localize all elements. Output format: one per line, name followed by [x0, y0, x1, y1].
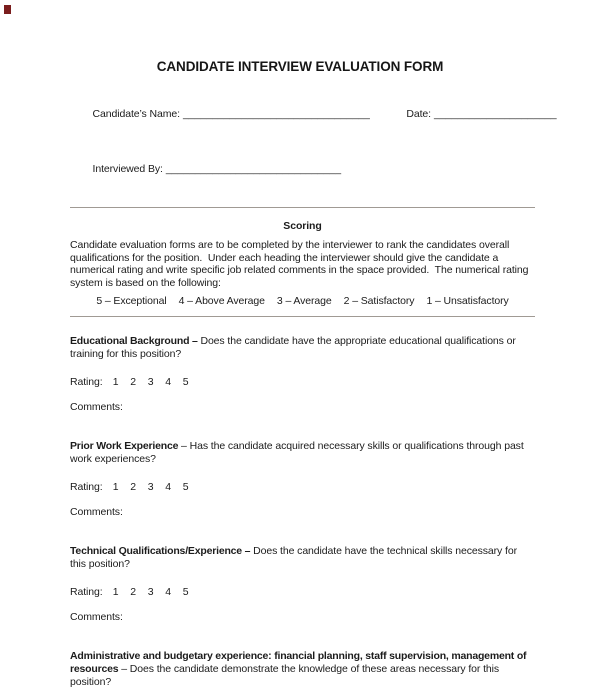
comments-area-prior-work[interactable]: Comments:	[70, 506, 123, 518]
scoring-heading: Scoring	[283, 220, 322, 232]
rating-option-5[interactable]: 5	[182, 586, 189, 598]
section-prior-work-experience	[70, 440, 535, 519]
rating-option-1[interactable]: 1	[112, 481, 119, 493]
section-heading	[70, 335, 535, 361]
top-divider	[70, 207, 535, 208]
interviewed-by-field	[70, 150, 341, 189]
rating-row-prior-work	[70, 481, 535, 494]
rating-scale-legend	[70, 295, 535, 308]
section-technical-qualifications	[70, 545, 535, 624]
rating-label: Rating:	[70, 586, 103, 598]
scale-item-average: 3 – Average	[276, 295, 332, 307]
rating-option-3[interactable]: 3	[147, 586, 154, 598]
date-label: Date:	[406, 108, 431, 120]
rating-row-educational	[70, 376, 535, 389]
section-title: Technical Qualifications/Experience –	[70, 545, 251, 557]
rating-option-1[interactable]: 1	[112, 376, 119, 388]
comments-area-educational[interactable]: Comments:	[70, 401, 123, 413]
rating-option-2[interactable]: 2	[130, 376, 136, 388]
scale-item-satisfactory: 2 – Satisfactory	[343, 295, 415, 307]
rating-row-technical	[70, 586, 535, 599]
section-question: – Does the candidate demonstrate the knowledge of these areas necessary for this position?	[70, 663, 500, 688]
section-educational-background	[70, 335, 535, 414]
rating-option-3[interactable]: 3	[147, 376, 154, 388]
form-title: CANDIDATE INTERVIEW EVALUATION FORM	[156, 59, 444, 74]
date-blank-line[interactable]: _____________________	[434, 108, 557, 120]
corner-mark	[4, 5, 11, 14]
rating-option-2[interactable]: 2	[130, 586, 136, 598]
candidate-name-field	[70, 95, 370, 134]
rating-option-4[interactable]: 4	[165, 481, 171, 493]
comments-area-technical[interactable]: Comments:	[70, 611, 123, 623]
candidate-name-label: Candidate’s Name:	[92, 108, 180, 120]
interviewed-by-blank-line[interactable]: ______________________________	[165, 163, 342, 175]
section-title: Prior Work Experience	[70, 440, 179, 452]
bottom-divider	[70, 316, 535, 317]
scale-item-above-average: 4 – Above Average	[178, 295, 265, 307]
rating-option-3[interactable]: 3	[147, 481, 154, 493]
rating-option-5[interactable]: 5	[182, 376, 189, 388]
scale-item-unsatisfactory: 1 – Unsatisfactory	[426, 295, 509, 307]
section-heading	[70, 440, 535, 466]
section-question: Does the candidate have the technical skills necessary for this position?	[70, 545, 517, 570]
rating-option-1[interactable]: 1	[112, 586, 119, 598]
interviewed-by-row	[70, 150, 535, 189]
rating-label: Rating:	[70, 481, 103, 493]
rating-option-2[interactable]: 2	[130, 481, 136, 493]
section-question: Does the candidate have the appropriate educational qualifications or training for this position?	[70, 335, 516, 360]
section-title: Educational Background –	[70, 335, 198, 347]
section-title: Administrative and budgetary experience: financial planning, staff supervision, management of resources	[70, 650, 527, 675]
section-administrative-budgetary	[70, 650, 535, 689]
section-heading	[70, 545, 535, 571]
scoring-description: Candidate evaluation forms are to be completed by the interviewer to rank the candidates overall qualifications for the position. Under each heading the interviewer should give the candidate a numerical rating and write specific job related comments in the space provided. The numerical rating system is based on the following:	[70, 239, 532, 289]
rating-option-4[interactable]: 4	[165, 586, 171, 598]
section-question: – Has the candidate acquired necessary skills or qualifications through past work experiences?	[70, 440, 524, 465]
interviewed-by-label: Interviewed By:	[92, 163, 163, 175]
scale-item-exceptional: 5 – Exceptional	[96, 295, 167, 307]
rating-label: Rating:	[70, 376, 103, 388]
name-date-row	[70, 95, 557, 134]
date-field	[384, 95, 557, 134]
section-heading	[70, 650, 535, 689]
form-content	[0, 95, 600, 689]
candidate-name-blank-line[interactable]: ________________________________	[182, 108, 370, 120]
rating-option-5[interactable]: 5	[182, 481, 189, 493]
rating-option-4[interactable]: 4	[165, 376, 171, 388]
